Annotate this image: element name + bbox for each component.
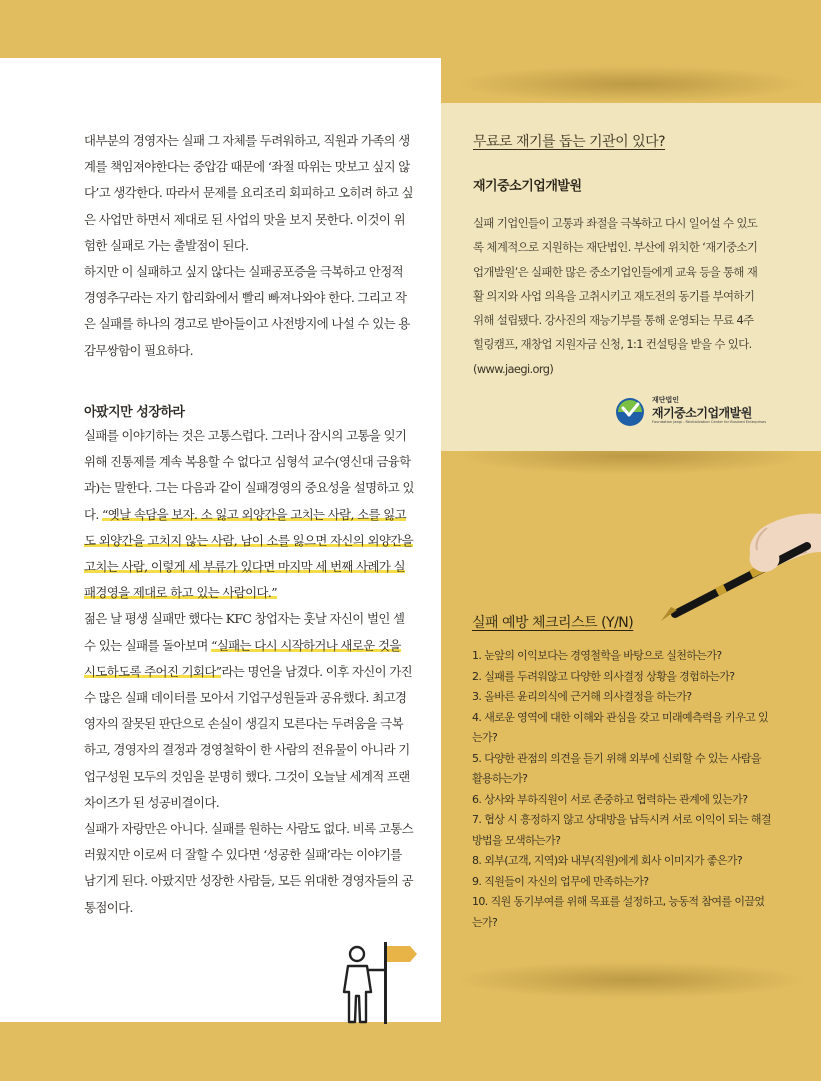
checklist-title: 실패 예방 체크리스트 (Y/N) [472, 615, 634, 631]
person-with-flag-icon [340, 940, 420, 1025]
org-name: 재기중소기업개발원 [473, 179, 582, 194]
checklist-item: 2. 실패를 두려워않고 다양한 의사결정 상황을 경험하는가? [472, 669, 735, 683]
foundation-logo-mark [615, 397, 645, 427]
section-paragraph-1 [84, 423, 414, 606]
p2-text: 젊은 날 평생 실패만 했다는 KFC 창업자는 훗날 자신이 벌인 셀 수 있는 실패를 돌아보며 [84, 611, 405, 653]
checklist-item: 4. 새로운 영역에 대한 이해와 관심을 갖고 미래예측력을 키우고 있는가? [472, 710, 769, 744]
section-paragraph-2 [84, 606, 414, 816]
checklist-item: 5. 다양한 관점의 의견을 듣기 위해 외부에 신뢰할 수 있는 사람을 활용하는가? [472, 751, 761, 785]
intro-text [84, 128, 414, 364]
checklist [472, 646, 772, 933]
org-description: 실패 기업인들이 고통과 좌절을 극복하고 다시 일어설 수 있도록 체계적으로 지원하는 재단법인. 부산에 위치한 ‘재기중소기업개발원’은 실패한 많은 중소기업인들에게 교육 등을 통해 재활 의지와 사업 의욕을 고취시키고 재도전의 동기를 부여하기 위해 설립됐다. 강사진의 재능기부를 통해 운영되는 무료 4주 힐링캠프, 재창업 지원자금 신청, 1:1 컨설팅을 받을 수 있다. (www.jaegi.org) [473, 216, 758, 376]
intro-paragraph-1: 대부분의 경영자는 실패 그 자체를 두려워하고, 직원과 가족의 생계를 책임져야한다는 중압감 때문에 ‘좌절 따위는 맛보고 싶지 않다’고 생각한다. 따라서 문제를 요리조리 회피하고 오히려 하고 싶은 사업만 하면서 제대로 된 사업의 맛을 보지 못한다. 이것이 위험한 실패로 가는 출발점이 된다. [84, 133, 413, 253]
info-box-title: 무료로 재기를 돕는 기관이 있다? [473, 134, 666, 150]
checklist-item: 9. 직원들이 자신의 업무에 만족하는가? [472, 874, 649, 888]
p1-text: 실패를 이야기하는 것은 고통스럽다. 그러나 잠시의 고통을 잊기 위해 진통제를 계속 복용할 수 없다고 심형석 교수(영신대 금융학과)는 말한다. 그는 다음과 같이 실패경영의 중요성을 설명하고 있다. [84, 428, 414, 522]
checklist-item: 10. 직원 동기부여를 위해 목표를 설정하고, 능동적 참여를 이끌었는가? [472, 895, 765, 929]
p2-after: 라는 명언을 남겼다. 이후 자신이 가진 수 많은 실패 데이터를 모아서 기업구성원들과 공유했다. 최고경영자의 잘못된 판단으로 손실이 생길지 모른다는 두려움을 극복하고, 경영자의 결정과 경영철학이 한 사람의 전유물이 아니라 기업구성원 모두의 것임을 분명히 했다. 그것이 오늘날 세계적 프랜차이즈가 된 성공비결이다. [84, 663, 413, 810]
checklist-item: 6. 상사와 부하직원이 서로 존중하고 협력하는 관계에 있는가? [472, 792, 748, 806]
info-box [441, 103, 821, 451]
section-heading: 아팠지만 성장하라 [84, 405, 185, 420]
checklist-item: 8. 외부(고객, 지역)와 내부(직원)에게 회사 이미지가 좋은가? [472, 854, 743, 867]
logo-english: Foundation Jaegi - Revitalization Center for Busined Enterprises [652, 420, 767, 424]
shadow-bottom [441, 960, 821, 1000]
logo-name: 재기중소기업개발원 [652, 406, 752, 420]
logo-small-text: 재단법인 [652, 396, 680, 404]
pen-in-hand-illustration [655, 512, 821, 627]
section-text [84, 423, 414, 921]
quote-highlight-2: “실패는 다시 시작하거나 새로운 것을 시도하도록 주어진 기회다” [84, 637, 401, 679]
checklist-item: 3. 올바른 윤리의식에 근거해 의사결정을 하는가? [472, 690, 692, 703]
foundation-logo [615, 393, 775, 433]
section-paragraph-3: 실패가 자랑만은 아니다. 실패를 원하는 사람도 없다. 비록 고통스러웠지만 이로써 더 잘할 수 있다면 ‘성공한 실패’라는 이야기를 남기게 된다. 아팠지만 성장한 사람들, 모든 위대한 경영자들의 공통점이다. [84, 821, 413, 915]
shadow-top [441, 64, 821, 104]
intro-paragraph-2: 하지만 이 실패하고 싶지 않다는 실패공포증을 극복하고 안정적 경영추구라는 자기 합리화에서 빨리 빠져나와야 한다. 그리고 작은 실패를 하나의 경고로 받아들이고 사전방지에 나설 수 있는 용감무쌍함이 필요하다. [84, 264, 410, 358]
checklist-item: 7. 협상 시 흥정하지 않고 상대방을 납득시켜 서로 이익이 되는 해결방법을 모색하는가? [472, 813, 771, 847]
quote-highlight-1: “옛날 속담을 보자. 소 잃고 외양간을 고치는 사람, 소를 잃고도 외양간을 고치지 않는 사람, 남이 소를 잃으면 자신의 외양간을 고치는 사람, 이렇게 세 부류가 있다면 마지막 세 번째 사례가 실패경영을 제대로 하고 있는 사람이다.” [84, 506, 413, 601]
checklist-item: 1. 눈앞의 이익보다는 경영철학을 바탕으로 실천하는가? [472, 649, 722, 662]
